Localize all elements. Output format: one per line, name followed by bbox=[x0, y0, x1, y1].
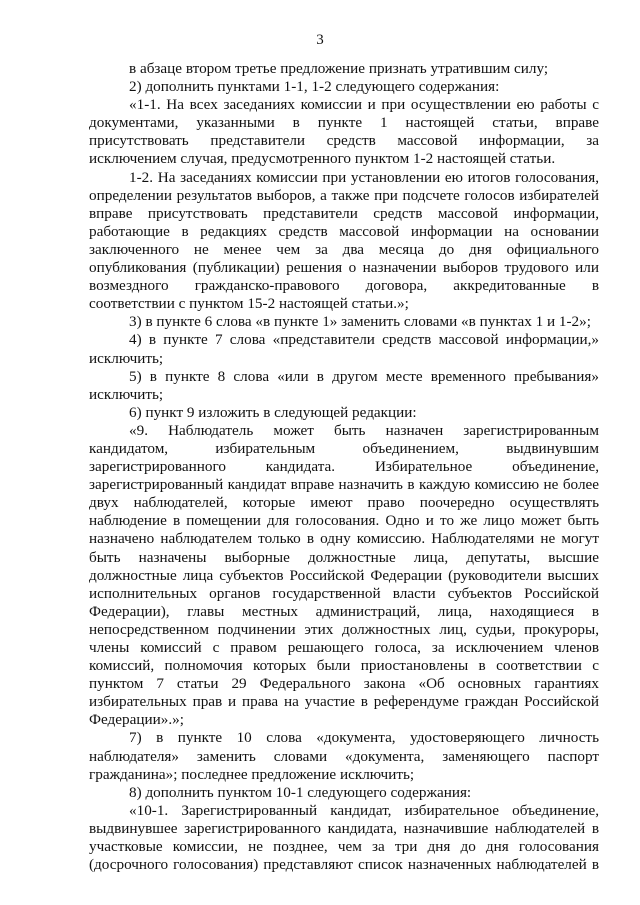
paragraph-item-8: 8) дополнить пунктом 10-1 следующего содержания: bbox=[129, 783, 472, 801]
paragraph-item-2: 2) дополнить пунктами 1-1, 1-2 следующего содержания: bbox=[129, 78, 500, 96]
paragraph-item-3: 3) в пункте 6 слова «в пункте 1» заменить словами «в пунктах 1 и 1-2»; bbox=[129, 313, 591, 331]
paragraph-item-6: 6) пункт 9 изложить в следующей редакции: bbox=[129, 403, 417, 421]
paragraph-point-1-2: 1-2. На заседаниях комиссии при установлении ею итогов голосования, определении результатов выборов, а также при подсчете голосов избирателей вправе присутствовать представители средств массовой информации, работающие в редакциях средств массовой информации на основании заключенного не менее чем за два месяца до дня официального опубликования (публикации) решения о назначении выборов трудового или возмездного гражданско-правового договора, аккредитованные в соответствии с пунктом 15-2 настоящей статьи.»; bbox=[89, 168, 599, 313]
paragraph-item-4: 4) в пункте 7 слова «представители средств массовой информации,» исключить; bbox=[89, 331, 599, 367]
paragraph-point-10-1: «10-1. Зарегистрированный кандидат, избирательное объединение, выдвинувшее зарегистрированного кандидата, назначившие наблюдателей в участковые комиссии, не позднее, чем за три дня до дня голосования (досрочного голосования) представляют список назначенных наблюдателей в bbox=[89, 801, 599, 874]
paragraph-point-1-1: «1-1. На всех заседаниях комиссии и при осуществлении ею работы с документами, указанными в пункте 1 настоящей статьи, вправе присутствовать представители средств массовой информации, за исключением случая, предусмотренного пунктом 1-2 настоящей статьи. bbox=[89, 96, 599, 168]
paragraph-amendment-1: в абзаце втором третье предложение признать утратившим силу; bbox=[129, 60, 549, 77]
page-number: 3 bbox=[316, 32, 324, 48]
paragraph-point-9: «9. Наблюдатель может быть назначен зарегистрированным кандидатом, избирательным объединением, выдвинувшим зарегистрированного кандидата. Избирательное объединение, зарегистрированный кандидат вправе назначить в каждую комиссию не более двух наблюдателей, которые имеют право поочередно осуществлять наблюдение в помещении для голосования. Одно и то же лицо может быть назначено наблюдателем только в одну комиссию. Наблюдателями не могут быть назначены выборные должностные лица, депутаты, высшие должностные лица субъектов Российской Федерации (руководители высших исполнительных органов государственной власти субъектов Российской Федерации), главы местных администраций, лица, находящиеся в непосредственном подчинении этих должностных лиц, судьи, прокуроры, члены комиссий с правом решающего голоса, за исключением членов комиссий, полномочия которых были приостановлены в соответствии с пунктом 7 статьи 29 Федерального закона «Об основных гарантиях избирательных прав и права на участие в референдуме граждан Российской Федерации».»; bbox=[89, 421, 599, 729]
paragraph-item-5: 5) в пункте 8 слова «или в другом месте временного пребывания» исключить; bbox=[89, 367, 599, 403]
paragraph-item-7: 7) в пункте 10 слова «документа, удостоверяющего личность наблюдателя» заменить словами «документа, заменяющего паспорт гражданина»; последнее предложение исключить; bbox=[89, 729, 599, 783]
document-body bbox=[89, 60, 599, 874]
